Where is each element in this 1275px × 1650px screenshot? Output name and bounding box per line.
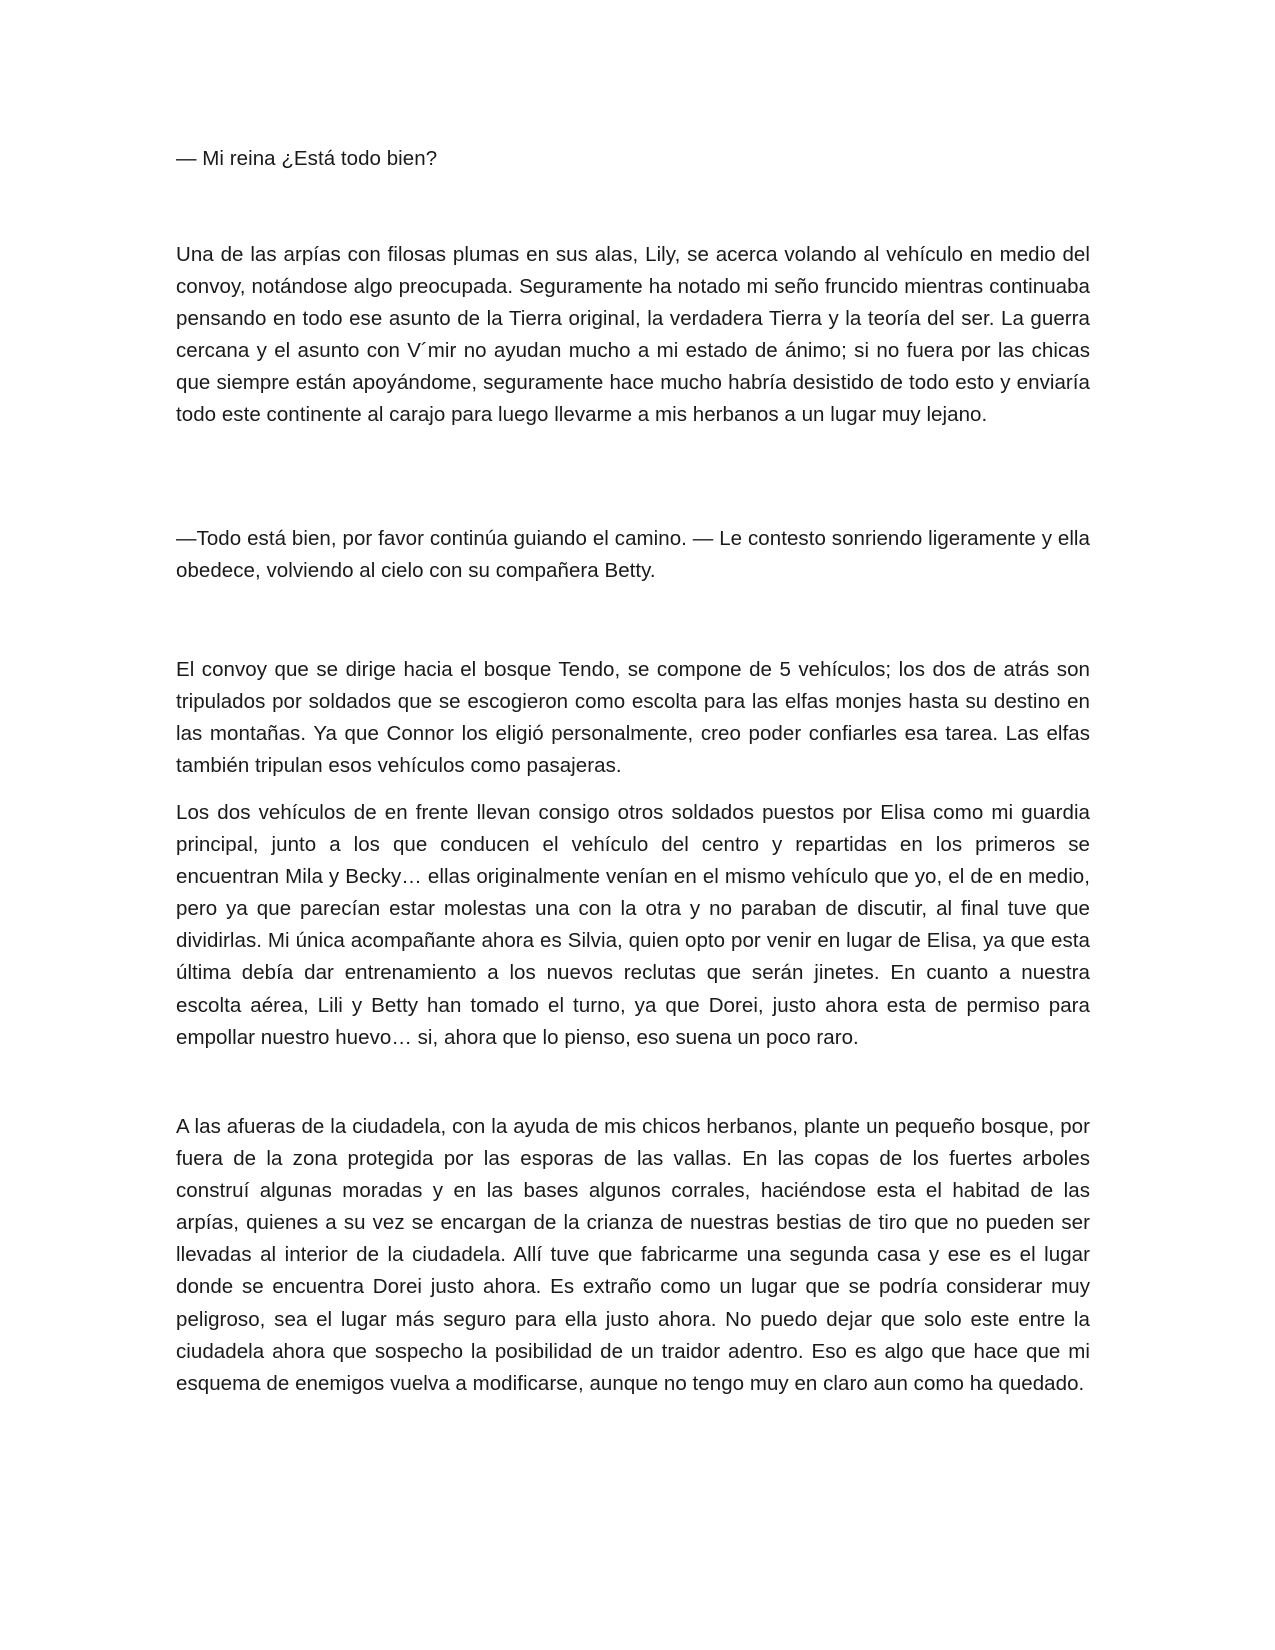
paragraph-lily-approach: Una de las arpías con filosas plumas en sus alas, Lily, se acerca volando al vehículo en medio del convoy, notándose algo preocupada. Seguramente ha notado mi seño fruncido mientras continuaba pensando en todo ese asunto de la Tierra original, la verdadera Tierra y la teoría del ser. La guerra cercana y el asunto con V´mir no ayudan mucho a mi estado de ánimo; si no fuera por las chicas que siempre están apoyándome, seguramente hace mucho habría desistido de todo esto y enviaría todo este continente al carajo para luego llevarme a mis herbanos a un lugar muy lejano. [176, 243, 1090, 427]
paragraph-citadel-forest: A las afueras de la ciudadela, con la ayuda de mis chicos herbanos, plante un pequeño bosque, por fuera de la zona protegida por las esporas de las vallas. En las copas de los fuertes arboles construí algunas moradas y en las bases algunos corrales, haciéndose esta el habitad de las arpías, quienes a su vez se encargan de la crianza de nuestras bestias de tiro que no pueden ser llevadas al interior de la ciudadela. Allí tuve que fabricarme una segunda casa y ese es el lugar donde se encuentra Dorei justo ahora. Es extraño como un lugar que se podría considerar muy peligroso, sea el lugar más seguro para ella justo ahora. No puedo dejar que solo este entre la ciudadela ahora que sospecho la posibilidad de un traidor adentro. Eso es algo que hace que mi esquema de enemigos vuelva a modificarse, aunque no tengo muy en claro aun como ha quedado. [176, 1115, 1090, 1395]
paragraph-vehicles: Los dos vehículos de en frente llevan consigo otros soldados puestos por Elisa como mi guardia principal, junto a los que conducen el vehículo del centro y repartidas en los primeros se encuentran Mila y Becky… ellas originalmente venían en el mismo vehículo que yo, el de en medio, pero ya que parecían estar molestas una con la otra y no paraban de discutir, al final tuve que dividirlas. Mi única acompañante ahora es Silvia, quien opto por venir en lugar de Elisa, ya que esta última debía dar entrenamiento a los nuevos reclutas que serán jinetes. En cuanto a nuestra escolta aérea, Lili y Betty han tomado el turno, ya que Dorei, justo ahora esta de permiso para empollar nuestro huevo… si, ahora que lo pienso, eso suena un poco raro. [176, 801, 1090, 1049]
dialogue-line-question: — Mi reina ¿Está todo bien? [176, 147, 438, 170]
paragraph-convoy: El convoy que se dirige hacia el bosque Tendo, se compone de 5 vehículos; los dos de atrás son tripulados por soldados que se escogieron como escolta para las elfas monjes hasta su destino en las montañas. Ya que Connor los eligió personalmente, creo poder confiarles esa tarea. Las elfas también tripulan esos vehículos como pasajeras. [176, 658, 1090, 778]
dialogue-line-answer: —Todo está bien, por favor continúa guiando el camino. — Le contesto sonriendo ligeramente y ella obedece, volviendo al cielo con su compañera Betty. [176, 527, 1090, 583]
